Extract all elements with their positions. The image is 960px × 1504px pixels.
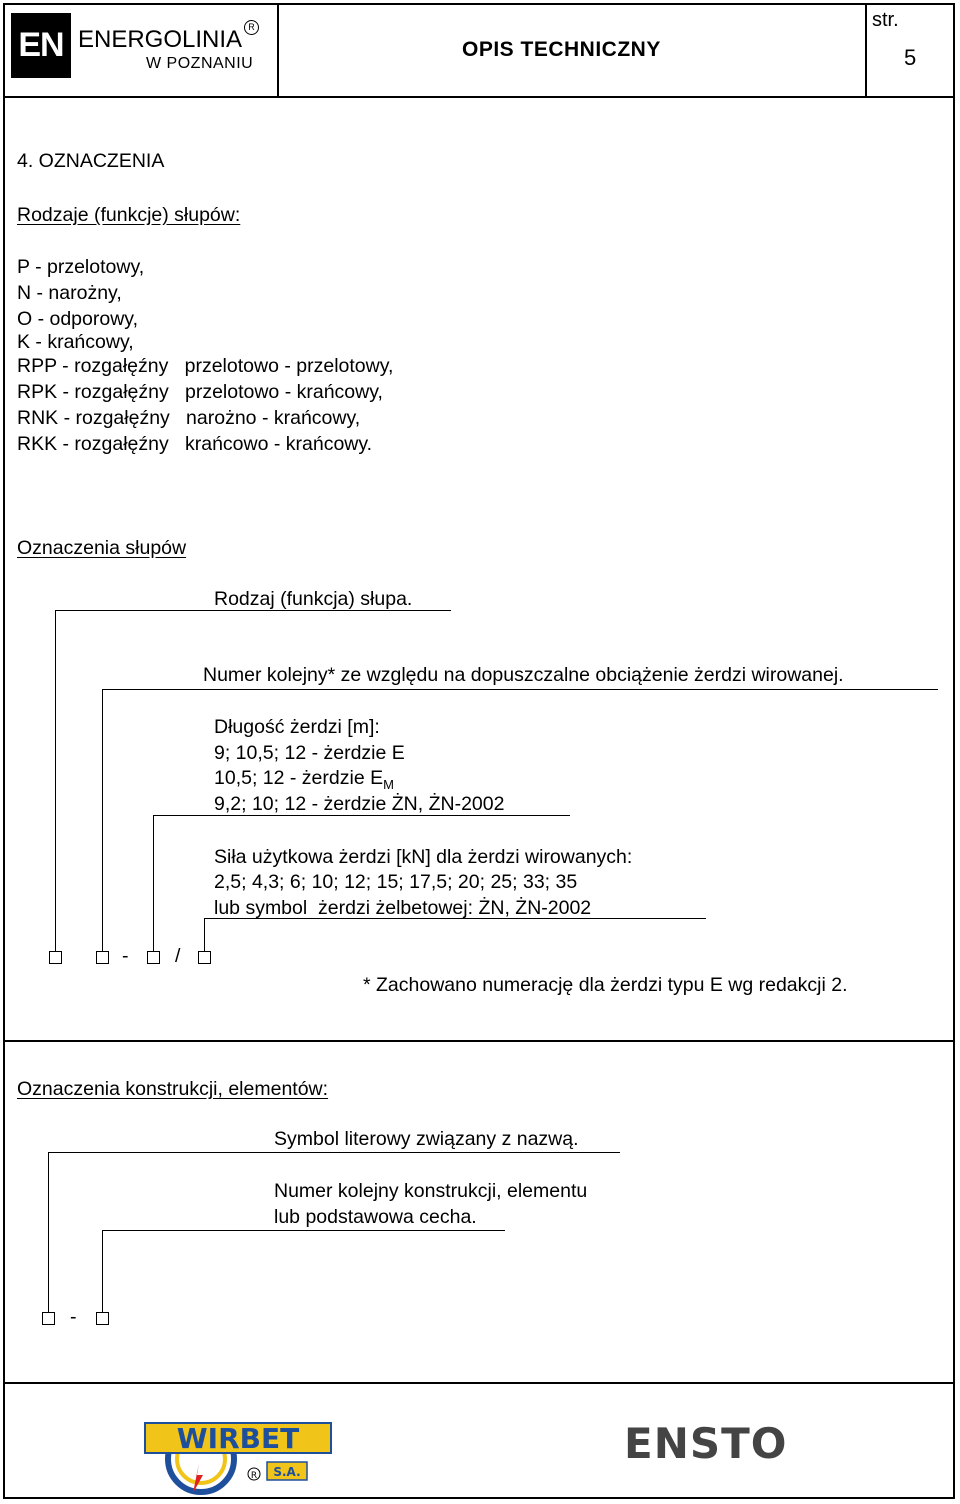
leader-length-v — [153, 815, 154, 951]
separator-dash: - — [70, 1306, 77, 1328]
mark-box-number — [96, 951, 109, 964]
separator-slash: / — [175, 945, 181, 967]
label-sequence-number: Numer kolejny* ze względu na dopuszczalne obciążenie żerdzi wirowanej. — [203, 664, 844, 686]
ensto-logo: ENSTO — [624, 1419, 788, 1468]
pole-type-item: K - krańcowy, — [17, 331, 134, 353]
leader-pole-type — [55, 610, 451, 611]
label-letter-symbol: Symbol literowy związany z nazwą. — [274, 1128, 579, 1150]
footer-rule — [4, 1382, 955, 1384]
pole-types-title: Rodzaje (funkcje) słupów: — [17, 204, 241, 226]
pole-type-item: P - przelotowy, — [17, 256, 145, 278]
header-divider-right — [865, 4, 867, 96]
registered-mark: R — [244, 20, 259, 35]
leader-letter-symbol — [48, 1152, 620, 1153]
document-title: OPIS TECHNICZNY — [462, 38, 661, 61]
mark-box-symbol — [42, 1312, 55, 1325]
label-force-values: 2,5; 4,3; 6; 10; 12; 15; 17,5; 20; 25; 33; 35 — [214, 871, 578, 893]
page-label: str. — [872, 9, 899, 31]
leader-letter-symbol-v — [48, 1152, 49, 1312]
wirbet-logo — [143, 1415, 333, 1495]
leader-construction-number — [102, 1230, 505, 1231]
company-city: W POZNANIU — [146, 55, 254, 72]
wirbet-wordmark: WIRBET — [176, 1422, 300, 1455]
header-divider-left — [277, 4, 279, 96]
label-length-line2: 10,5; 12 - żerdzie $E_M$ — [214, 767, 394, 792]
footnote: * Zachowano numerację dla żerdzi typu E wg redakcji 2. — [363, 974, 848, 996]
section-heading: 4. OZNACZENIA — [17, 150, 165, 172]
label-pole-type: Rodzaj (funkcja) słupa. — [214, 588, 413, 610]
mark-box-type — [49, 951, 62, 964]
label-length-line3: 9,2; 10; 12 - żerdzie ŻN, ŻN-2002 — [214, 793, 505, 815]
label-length-title: Długość żerdzi [m]: — [214, 716, 380, 738]
page-frame — [3, 3, 955, 1499]
mark-box-length — [147, 951, 160, 964]
pole-marks-title: Oznaczenia słupów — [17, 537, 187, 559]
wirbet-registered: R — [250, 1471, 258, 1481]
label-construction-number-1: Numer kolejny konstrukcji, elementu — [274, 1180, 588, 1202]
label-force-symbol: lub symbol żerdzi żelbetowej: ŻN, ŻN-2002 — [214, 897, 592, 919]
energolinia-logo: EN — [11, 13, 71, 78]
label-length-line1: 9; 10,5; 12 - żerdzie E — [214, 742, 405, 764]
header-bottom-rule — [4, 96, 955, 98]
pole-type-item: RKK - rozgałęźny krańcowo - krańcowy. — [17, 433, 373, 455]
mark-box-force — [198, 951, 211, 964]
section-divider — [4, 1040, 955, 1042]
label-construction-number-2: lub podstawowa cecha. — [274, 1206, 477, 1228]
pole-type-item: O - odporowy, — [17, 308, 139, 330]
leader-sequence-number — [102, 689, 938, 690]
leader-pole-type-v — [55, 610, 56, 951]
pole-type-item: N - narożny, — [17, 282, 122, 304]
company-name: ENERGOLINIA $^R$ — [78, 26, 259, 54]
page-number: 5 — [904, 45, 917, 70]
leader-force — [204, 918, 706, 919]
label-force-title: Siła użytkowa żerdzi [kN] dla żerdzi wirowanych: — [214, 846, 633, 868]
mark-box-construction-number — [96, 1312, 109, 1325]
pole-type-item: RNK - rozgałęźny narożno - krańcowy, — [17, 407, 361, 429]
pole-type-item: RPP - rozgałęźny przelotowo - przelotowy, — [17, 355, 394, 377]
pole-type-item: RPK - rozgałęźny przelotowo - krańcowy, — [17, 381, 383, 403]
leader-sequence-number-v — [102, 689, 103, 951]
construction-marks-title: Oznaczenia konstrukcji, elementów: — [17, 1078, 329, 1100]
leader-length — [153, 815, 570, 816]
separator-dash: - — [122, 945, 129, 967]
wirbet-sa: S.A. — [273, 1465, 301, 1479]
leader-force-v — [204, 918, 205, 951]
leader-construction-number-v — [102, 1230, 103, 1312]
